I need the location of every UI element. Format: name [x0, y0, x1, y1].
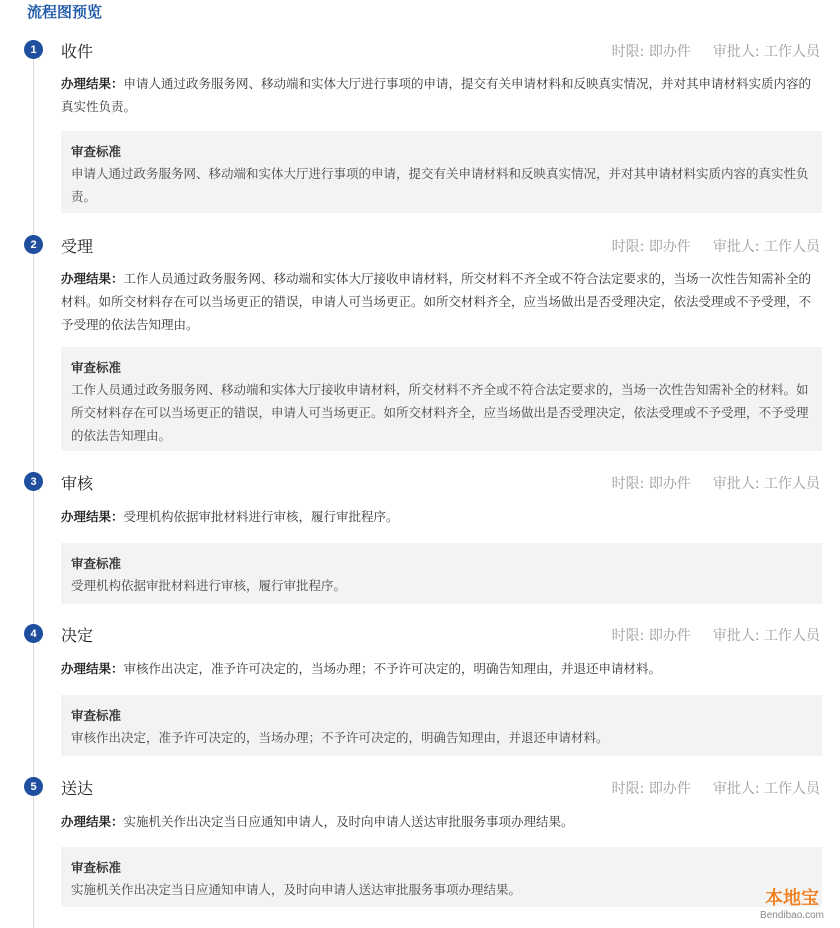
- step-name: 送达: [61, 779, 94, 798]
- standard-title: 审查标准: [71, 860, 122, 875]
- approver: 审批人: 工作人员: [712, 44, 820, 60]
- review-standard-panel: [61, 847, 822, 907]
- page-title: 流程图预览: [27, 3, 103, 21]
- step-meta: [612, 625, 820, 645]
- time-limit: 时限: 即办件: [611, 239, 691, 255]
- step-name: 决定: [61, 626, 94, 645]
- standard-text: 受理机构依据审批材料进行审核，履行审批程序。: [71, 578, 347, 593]
- step-meta: [612, 41, 820, 61]
- handling-result: [61, 72, 823, 118]
- step-meta: [612, 778, 820, 798]
- step-number-badge: 4: [24, 624, 43, 643]
- step-name: 审核: [61, 474, 94, 493]
- step-meta: [612, 236, 820, 256]
- step-number-badge: 2: [24, 235, 43, 254]
- time-limit: 时限: 即办件: [611, 44, 691, 60]
- result-text: 工作人员通过政务服务网、移动端和实体大厅接收申请材料，所交材料不齐全或不符合法定要求的，当场一次性告知需补全的材料。如所交材料存在可以当场更正的错误，申请人可当场更正。如所交材料齐全，应当场做出是否受理决定，依法受理或不予受理，不予受理的依法告知理由。: [61, 271, 812, 332]
- time-limit: 时限: 即办件: [611, 628, 691, 644]
- approver: 审批人: 工作人员: [712, 476, 820, 492]
- approver: 审批人: 工作人员: [712, 781, 820, 797]
- standard-text: 实施机关作出决定当日应通知申请人，及时向申请人送达审批服务事项办理结果。: [71, 882, 522, 897]
- handling-result: [61, 810, 823, 833]
- standard-text: 工作人员通过政务服务网、移动端和实体大厅接收申请材料，所交材料不齐全或不符合法定要求的，当场一次性告知需补全的材料。如所交材料存在可以当场更正的错误，申请人可当场更正。如所交材料齐全，应当场做出是否受理决定，依法受理或不予受理，不予受理的依法告知理由。: [71, 382, 809, 443]
- handling-result: [61, 505, 823, 528]
- time-limit: 时限: 即办件: [611, 781, 691, 797]
- watermark-url: Bendibao.com: [760, 910, 824, 921]
- step-number-badge: 1: [24, 40, 43, 59]
- time-limit: 时限: 即办件: [611, 476, 691, 492]
- step-meta: [612, 473, 820, 493]
- watermark-logo: 本地宝: [765, 888, 819, 909]
- result-text: 申请人通过政务服务网、移动端和实体大厅进行事项的申请，提交有关申请材料和反映真实情况，并对其申请材料实质内容的真实性负责。: [61, 76, 812, 114]
- result-text: 受理机构依据审批材料进行审核，履行审批程序。: [123, 509, 399, 524]
- standard-title: 审查标准: [71, 144, 122, 159]
- handling-result: [61, 657, 823, 680]
- step-number-badge: 5: [24, 777, 43, 796]
- standard-title: 审查标准: [71, 556, 122, 571]
- review-standard-panel: [61, 695, 822, 756]
- standard-text: 申请人通过政务服务网、移动端和实体大厅进行事项的申请，提交有关申请材料和反映真实情况，并对其申请材料实质内容的真实性负责。: [71, 166, 809, 204]
- result-label: 办理结果：: [61, 76, 124, 91]
- approver: 审批人: 工作人员: [712, 628, 820, 644]
- result-label: 办理结果：: [61, 814, 124, 829]
- result-label: 办理结果：: [61, 271, 124, 286]
- step-number-badge: 3: [24, 472, 43, 491]
- review-standard-panel: [61, 131, 822, 213]
- site-watermark: [752, 888, 832, 922]
- result-label: 办理结果：: [61, 661, 124, 676]
- review-standard-panel: [61, 347, 822, 451]
- standard-text: 审核作出决定，准予许可决定的，当场办理；不予许可决定的，明确告知理由，并退还申请材料。: [71, 730, 609, 745]
- standard-title: 审查标准: [71, 708, 122, 723]
- standard-title: 审查标准: [71, 360, 122, 375]
- approver: 审批人: 工作人员: [712, 239, 820, 255]
- step-name: 受理: [61, 237, 94, 256]
- result-text: 实施机关作出决定当日应通知申请人，及时向申请人送达审批服务事项办理结果。: [123, 814, 574, 829]
- step-name: 收件: [61, 42, 94, 61]
- handling-result: [61, 267, 823, 336]
- result-label: 办理结果：: [61, 509, 124, 524]
- result-text: 审核作出决定，准予许可决定的，当场办理；不予许可决定的，明确告知理由，并退还申请材料。: [123, 661, 662, 676]
- review-standard-panel: [61, 543, 822, 604]
